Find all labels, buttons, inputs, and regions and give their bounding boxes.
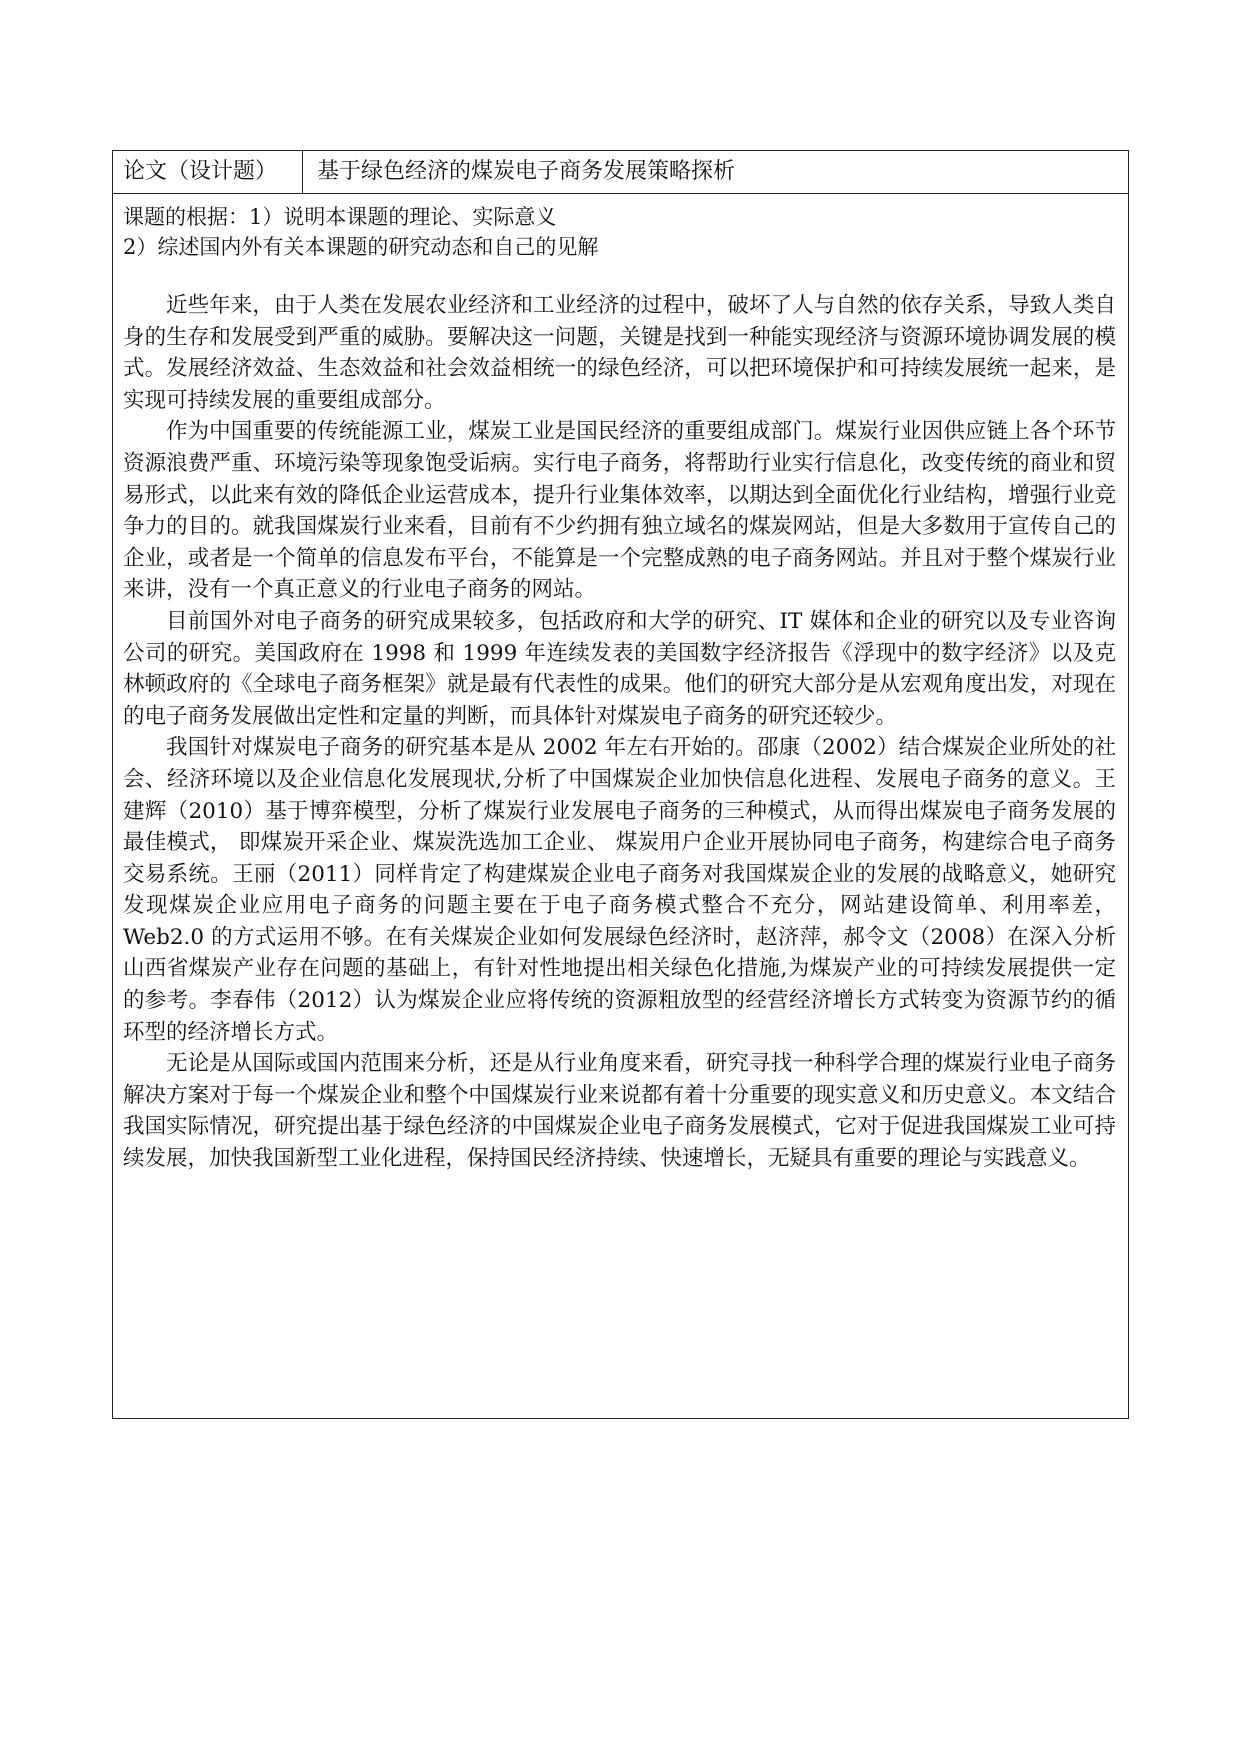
paragraph-domestic-research: 我国针对煤炭电子商务的研究基本是从 2002 年左右开始的。邵康（2002）结合煤炭企业所处的社会、经济环境以及企业信息化发展现状,分析了中国煤炭企业加快信息化进程、发展电子商务的意义。王建辉（2010）基于博弈模型，分析了煤炭行业发展电子商务的三种模式，从而得出煤炭电子商务发展的最佳模式， 即煤炭开采企业、煤炭洗选加工企业、 煤炭用户企业开展协同电子商务，构建综合电子商务交易系统。王丽（2011）同样肯定了构建煤炭企业电子商务对我国煤炭企业的发展的战略意义，她研究发现煤炭企业应用电子商务的问题主要在于电子商务模式整合不充分，网站建设简单、利用率差，Web2.0 的方式运用不够。在有关煤炭企业如何发展绿色经济时，赵济萍，郝令文（2008）在深入分析山西省煤炭产业存在问题的基础上，有针对性地提出相关绿色化措施,为煤炭产业的可持续发展提供一定的参考。李春伟（2012）认为煤炭企业应将传统的资源粗放型的经营经济增长方式转变为资源节约的循环型的经济增长方式。 — [123, 735, 1116, 1045]
paragraph-coal-industry: 作为中国重要的传统能源工业，煤炭工业是国民经济的重要组成部门。煤炭行业因供应链上各个环节资源浪费严重、环境污染等现象饱受诟病。实行电子商务，将帮助行业实行信息化，改变传统的商业和贸易形式，以此来有效的降低企业运营成本，提升行业集体效率，以期达到全面优化行业结构，增强行业竞争力的目的。就我国煤炭行业来看，目前有不少约拥有独立域名的煤炭网站，但是大多数用于宣传自己的企业，或者是一个简单的信息发布平台，不能算是一个完整成熟的电子商务网站。并且对于整个煤炭行业来讲，没有一个真正意义的行业电子商务的网站。 — [123, 419, 1116, 603]
paragraph-conclusion: 无论是从国际或国内范围来分析，还是从行业角度来看，研究寻找一种科学合理的煤炭行业电子商务解决方案对于每一个煤炭企业和整个中国煤炭行业来说都有着十分重要的现实意义和历史意义。本文结合我国实际情况，研究提出基于绿色经济的中国煤炭企业电子商务发展模式，它对于促进我国煤炭工业可持续发展，加快我国新型工业化进程，保持国民经济持续、快速增长，无疑具有重要的理论与实践意义。 — [123, 1051, 1116, 1172]
basis-requirement-1: 课题的根据：1）说明本课题的理论、实际意义 — [123, 205, 557, 229]
proposal-form-table — [112, 150, 1129, 1419]
research-basis-cell — [113, 194, 1128, 1418]
paragraph-green-economy: 近些年来，由于人类在发展农业经济和工业经济的过程中，破坏了人与自然的依存关系，导致人类自身的生存和发展受到严重的威胁。要解决这一问题，关键是找到一种能实现经济与资源环境协调发展的模式。发展经济效益、生态效益和社会效益相统一的绿色经济，可以把环境保护和可持续发展统一起来，是实现可持续发展的重要组成部分。 — [123, 293, 1116, 413]
blank-line — [123, 262, 1116, 290]
thesis-title-label: 论文（设计题） — [113, 151, 303, 193]
thesis-title-value: 基于绿色经济的煤炭电子商务发展策略探析 — [317, 159, 736, 184]
paragraph-foreign-research: 目前国外对电子商务的研究成果较多，包括政府和大学的研究、IT 媒体和企业的研究以及专业咨询公司的研究。美国政府在 1998 和 1999 年连续发表的美国数字经济报告《浮现中的数字经济》以及克林顿政府的《全球电子商务框架》就是最有代表性的成果。他们的研究大部分是从宏观角度出发，对现在的电子商务发展做出定性和定量的判断，而具体针对煤炭电子商务的研究还较少。 — [123, 608, 1116, 729]
basis-requirement-2: 2）综述国内外有关本课题的研究动态和自己的见解 — [123, 235, 599, 259]
title-row — [113, 151, 1128, 194]
